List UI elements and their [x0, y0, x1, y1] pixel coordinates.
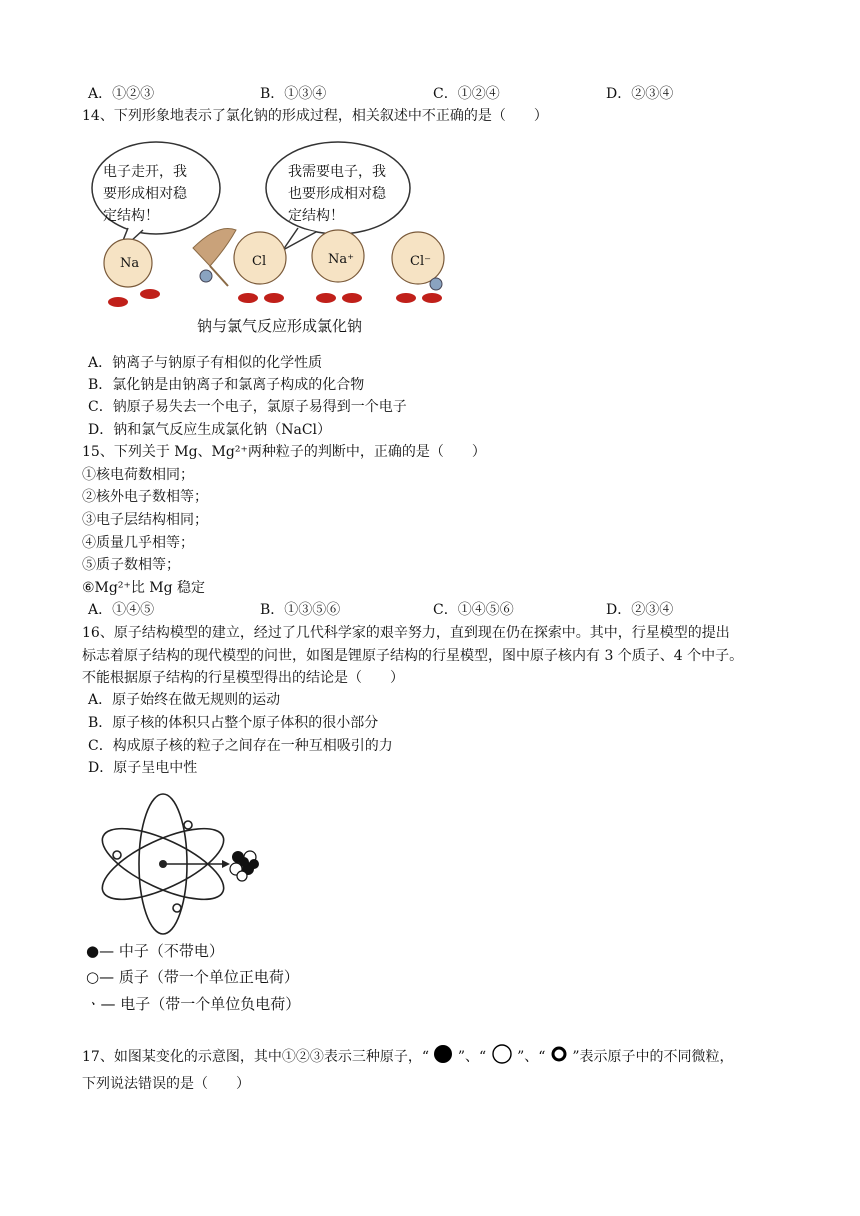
q15-option-c: C．①④⑤⑥ — [433, 602, 514, 618]
legend-proton: ○— 质子（带一个单位正电荷） — [86, 968, 299, 986]
q15-options — [88, 600, 808, 620]
q15-option-d: D．②③④ — [606, 602, 674, 618]
q15-item-2: ②核外电子数相等； — [82, 489, 208, 505]
q15-item-5: ⑤质子数相等； — [82, 557, 180, 573]
label-cl-ion: Cl⁻ — [410, 254, 431, 269]
q17-stem-line-2: 下列说法错误的是（ ） — [82, 1076, 250, 1092]
na-atom-figure — [104, 239, 160, 307]
label-na: Na — [120, 256, 140, 271]
legend-neutron: ●— 中子（不带电） — [86, 942, 224, 960]
q15-option-a: A．①④⑤ — [88, 602, 155, 618]
right-speech-bubble: 我需要电子，我 也要形成相对稳 定结构！ — [288, 164, 386, 224]
q15-option-b: B．①③⑤⑥ — [260, 602, 341, 618]
q15-item-1: ①核电荷数相同； — [82, 467, 194, 483]
q16-option-d: D．原子呈电中性 — [88, 760, 198, 776]
q15-stem: 15、下列关于 Mg、Mg²⁺两种粒子的判断中，正确的是（ ） — [82, 444, 486, 460]
q14-option-a: A．钠离子与钠原子有相似的化学性质 — [88, 355, 323, 371]
q16-option-b: B．原子核的体积只占整个原子体积的很小部分 — [88, 715, 379, 731]
q14-option-b: B．氯化钠是由钠离子和氯离子构成的化合物 — [88, 377, 365, 393]
q14-stem: 14、下列形象地表示了氯化钠的形成过程，相关叙述中不正确的是（ ） — [82, 108, 548, 124]
q15-item-3: ③电子层结构相同； — [82, 512, 208, 528]
legend-electron: ㆍ— 电子（带一个单位负电荷） — [86, 995, 301, 1013]
q15-item-4: ④质量几乎相等； — [82, 535, 194, 551]
lithium-atom-model — [90, 792, 290, 938]
q13-option-d: D．②③④ — [606, 86, 674, 102]
solid-particle-icon — [433, 1044, 453, 1064]
q16-option-a: A．原子始终在做无规则的运动 — [88, 692, 281, 708]
label-na-ion: Na⁺ — [328, 252, 354, 267]
q13-option-c: C．①②④ — [433, 86, 500, 102]
left-speech-bubble: 电子走开，我 要形成相对稳 定结构！ — [103, 164, 187, 224]
q14-option-c: C．钠原子易失去一个电子，氯原子易得到一个电子 — [88, 399, 407, 415]
q16-stem-line-2: 标志着原子结构的现代模型的问世，如图是锂原子结构的行星模型，图中原子核内有 3 个质子、4 个中子。 — [82, 648, 744, 664]
nucleus-cluster — [230, 851, 259, 881]
q16-option-c: C．构成原子核的粒子之间存在一种互相吸引的力 — [88, 738, 393, 754]
q16-stem-line-1: 16、原子结构模型的建立，经过了几代科学家的艰辛努力，直到现在仍在探索中。其中，行星模型的提出 — [82, 625, 730, 641]
q16-stem-line-3: 不能根据原子结构的行星模型得出的结论是（ ） — [82, 670, 404, 686]
small-ring-particle-icon — [550, 1045, 568, 1063]
q17-stem-line-1: 17、如图某变化的示意图，其中①②③表示三种原子，“ ”、“ ”、“ ”表示原子中的不同微粒， — [82, 1043, 734, 1069]
q13-option-b: B．①③④ — [260, 86, 327, 102]
q15-item-6: ⑥Mg²⁺比 Mg 稳定 — [82, 580, 206, 596]
q13-options — [88, 84, 808, 104]
q14-option-d: D．钠和氯气反应生成氯化钠（NaCl） — [88, 422, 332, 438]
cartoon-caption: 钠与氯气反应形成氯化钠 — [197, 317, 363, 335]
label-cl: Cl — [252, 254, 267, 269]
q13-option-a: A．①②③ — [88, 86, 155, 102]
hollow-particle-icon — [491, 1043, 513, 1065]
